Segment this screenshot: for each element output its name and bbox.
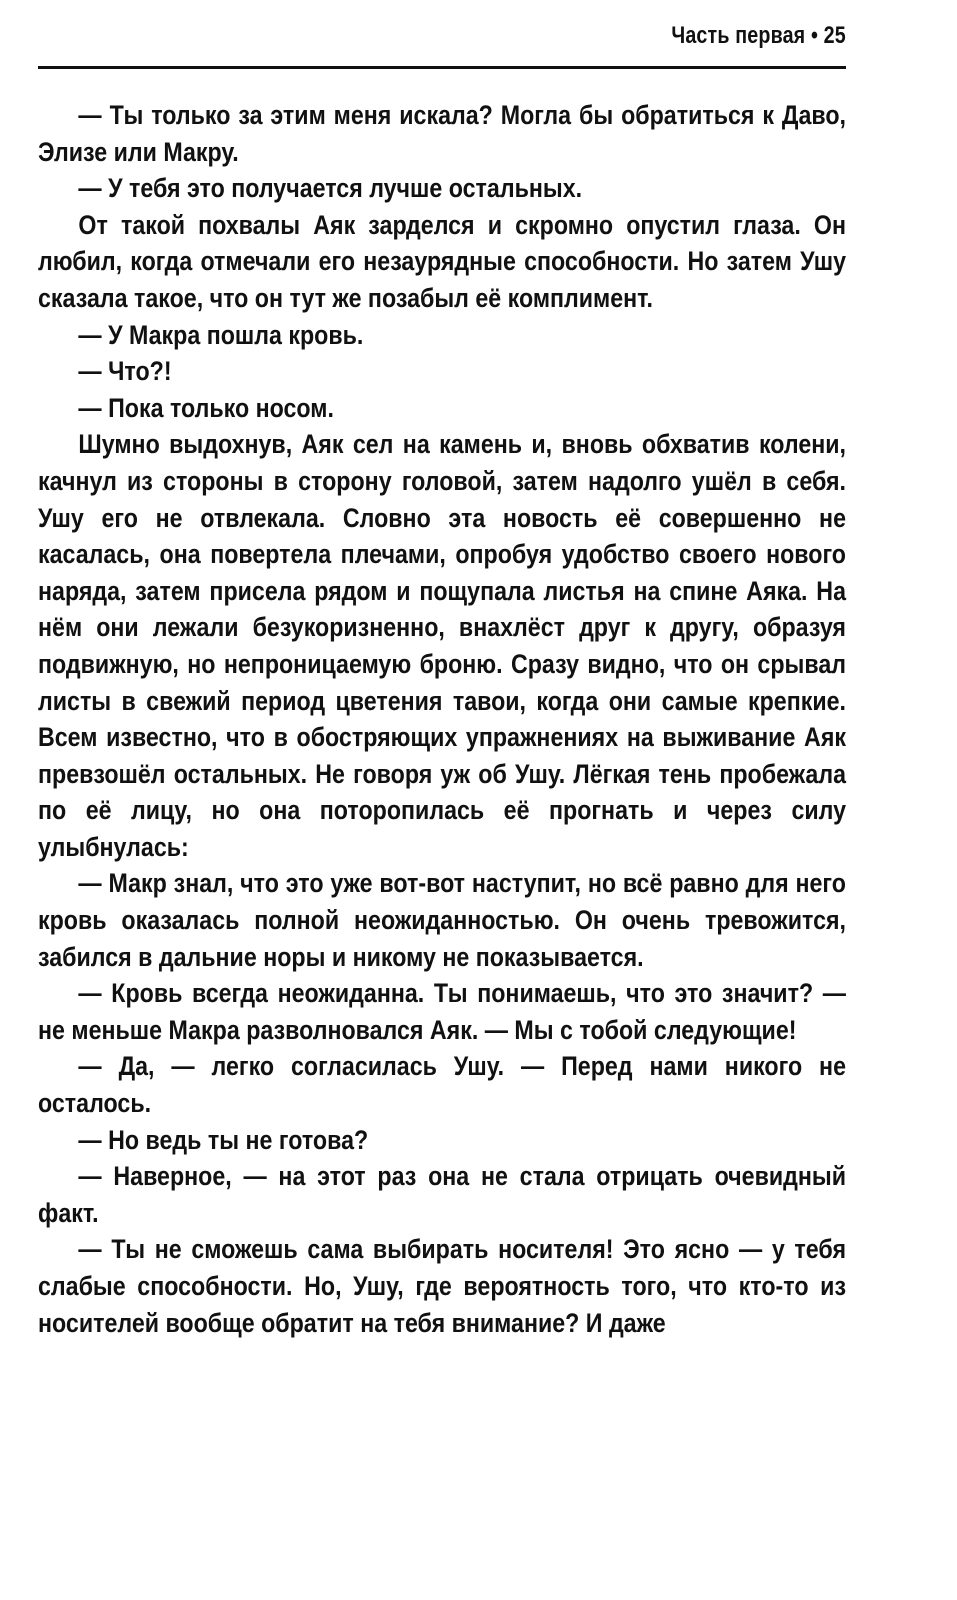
- paragraph: — Ты только за этим меня искала? Могла бы обратиться к Даво, Элизе или Макру.: [38, 100, 846, 167]
- paragraph: — Пока только носом.: [78, 392, 334, 423]
- header-separator: •: [811, 22, 819, 49]
- header-rule: [38, 66, 846, 69]
- paragraph: — У тебя это получается лучше остальных.: [78, 173, 583, 204]
- running-header: [671, 22, 846, 58]
- paragraph: — Но ведь ты не готова?: [78, 1124, 369, 1155]
- body-text: [38, 97, 846, 1341]
- running-title: Часть первая: [671, 22, 806, 49]
- paragraph: — Кровь всегда неожиданна. Ты понимаешь, что это значит? — не меньше Макра разволновался Аяк. — Мы с тобой следующие!: [38, 978, 846, 1045]
- paragraph: — Макр знал, что это уже вот-вот наступит, но всё равно для него кровь оказалась полной неожиданностью. Он очень тревожится, забился в дальние норы и никому не показывается.: [38, 868, 846, 972]
- paragraph: — Что?!: [78, 356, 172, 387]
- paragraph: — Ты не сможешь сама выбирать носителя! Это ясно — у тебя слабые способности. Но, Ушу, где вероятность того, что кто-то из носителей вообще обратит на тебя внимание? И даже: [38, 1234, 846, 1338]
- paragraph: — У Макра пошла кровь.: [78, 319, 364, 350]
- book-page: [38, 0, 846, 1600]
- page-number: 25: [823, 22, 846, 49]
- paragraph: — Наверное, — на этот раз она не стала отрицать очевидный факт.: [38, 1161, 846, 1228]
- paragraph: Шумно выдохнув, Аяк сел на камень и, вновь обхватив колени, качнул из стороны в сторону головой, затем надолго ушёл в себя. Ушу его не отвлекала. Словно эта новость её совершенно не касалась, она повертела плечами, опробуя удобство своего нового наряда, затем присела рядом и пощупала листья на спине Аяка. На нём они лежали безукоризненно, внахлёст друг к другу, образуя подвижную, но непроницаемую броню. Сразу видно, что он срывал листы в свежий период цветения тавои, когда они самые крепкие. Всем известно, что в обостряющих упражнениях на выживание Аяк превзошёл остальных. Не говоря уж об Ушу. Лёгкая тень пробежала по её лицу, но она поторопилась её прогнать и через силу улыбнулась:: [38, 429, 846, 862]
- paragraph: От такой похвалы Аяк зарделся и скромно опустил глаза. Он любил, когда отмечали его незаурядные способности. Но затем Ушу сказала такое, что он тут же позабыл её комплимент.: [38, 209, 846, 313]
- paragraph: — Да, — легко согласилась Ушу. — Перед нами никого не осталось.: [38, 1051, 846, 1119]
